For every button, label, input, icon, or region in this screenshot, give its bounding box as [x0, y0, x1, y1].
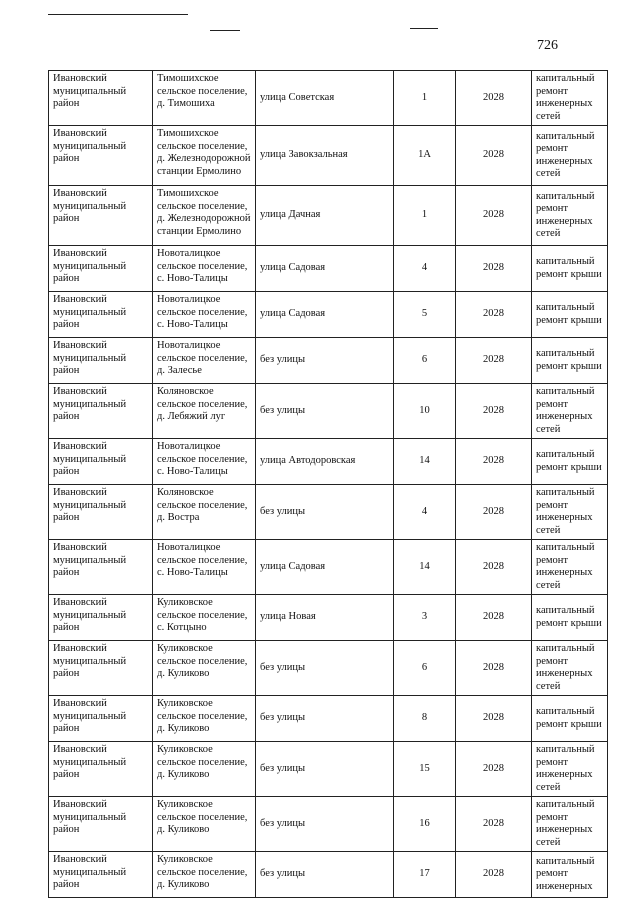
scan-mark-line [410, 28, 438, 29]
cell-house: 6 [394, 641, 456, 696]
cell-street: улица Советская [256, 71, 394, 126]
cell-district: Ивановский муниципальный район [49, 696, 153, 742]
cell-work: капитальный ремонт крыши [532, 338, 608, 384]
cell-year: 2028 [456, 71, 532, 126]
cell-district: Ивановский муниципальный район [49, 540, 153, 595]
cell-settlement: Куликовское сельское поселение, д. Куликово [153, 852, 256, 898]
cell-house: 14 [394, 540, 456, 595]
cell-house: 17 [394, 852, 456, 898]
cell-year: 2028 [456, 742, 532, 797]
cell-year: 2028 [456, 852, 532, 898]
cell-house: 6 [394, 338, 456, 384]
cell-street: без улицы [256, 485, 394, 540]
cell-street: улица Садовая [256, 540, 394, 595]
cell-street: без улицы [256, 852, 394, 898]
scan-mark-line [210, 30, 240, 31]
page-number: 726 [537, 38, 558, 53]
cell-settlement: Тимошихское сельское поселение, д. Железнодорожной станции Ермолино [153, 186, 256, 246]
cell-year: 2028 [456, 797, 532, 852]
cell-settlement: Новоталицкое сельское поселение, д. Залесье [153, 338, 256, 384]
scan-mark-line [48, 14, 188, 15]
table-row [49, 384, 608, 439]
table-row [49, 338, 608, 384]
cell-year: 2028 [456, 439, 532, 485]
cell-work: капитальный ремонт крыши [532, 292, 608, 338]
cell-year: 2028 [456, 641, 532, 696]
cell-district: Ивановский муниципальный район [49, 292, 153, 338]
cell-street: улица Новая [256, 595, 394, 641]
table-row [49, 126, 608, 186]
cell-year: 2028 [456, 595, 532, 641]
cell-work: капитальный ремонт крыши [532, 439, 608, 485]
cell-work: капитальный ремонт инженерных сетей [532, 540, 608, 595]
cell-settlement: Коляновское сельское поселение, д. Лебяжий луг [153, 384, 256, 439]
cell-work: капитальный ремонт инженерных сетей [532, 71, 608, 126]
cell-house: 14 [394, 439, 456, 485]
cell-year: 2028 [456, 540, 532, 595]
cell-settlement: Куликовское сельское поселение, д. Куликово [153, 641, 256, 696]
cell-house: 16 [394, 797, 456, 852]
cell-work: капитальный ремонт инженерных сетей [532, 485, 608, 540]
table-row [49, 439, 608, 485]
cell-settlement: Куликовское сельское поселение, с. Котцыно [153, 595, 256, 641]
cell-year: 2028 [456, 292, 532, 338]
cell-house: 4 [394, 246, 456, 292]
cell-house: 3 [394, 595, 456, 641]
cell-work: капитальный ремонт инженерных сетей [532, 126, 608, 186]
cell-district: Ивановский муниципальный район [49, 126, 153, 186]
cell-district: Ивановский муниципальный район [49, 797, 153, 852]
cell-district: Ивановский муниципальный район [49, 485, 153, 540]
cell-year: 2028 [456, 696, 532, 742]
housing-repair-table [48, 70, 608, 898]
cell-street: без улицы [256, 742, 394, 797]
cell-year: 2028 [456, 338, 532, 384]
cell-work: капитальный ремонт крыши [532, 246, 608, 292]
cell-district: Ивановский муниципальный район [49, 742, 153, 797]
table-row [49, 71, 608, 126]
cell-settlement: Куликовское сельское поселение, д. Куликово [153, 797, 256, 852]
cell-year: 2028 [456, 186, 532, 246]
cell-settlement: Куликовское сельское поселение, д. Куликово [153, 696, 256, 742]
cell-street: улица Автодоровская [256, 439, 394, 485]
cell-house: 1А [394, 126, 456, 186]
cell-street: улица Завокзальная [256, 126, 394, 186]
cell-district: Ивановский муниципальный район [49, 641, 153, 696]
table-row [49, 742, 608, 797]
cell-work: капитальный ремонт крыши [532, 696, 608, 742]
cell-street: улица Дачная [256, 186, 394, 246]
cell-district: Ивановский муниципальный район [49, 595, 153, 641]
cell-settlement: Тимошихское сельское поселение, д. Тимошиха [153, 71, 256, 126]
cell-settlement: Тимошихское сельское поселение, д. Железнодорожной станции Ермолино [153, 126, 256, 186]
cell-work: капитальный ремонт инженерных сетей [532, 641, 608, 696]
cell-house: 15 [394, 742, 456, 797]
table-row [49, 186, 608, 246]
cell-settlement: Куликовское сельское поселение, д. Куликово [153, 742, 256, 797]
cell-district: Ивановский муниципальный район [49, 186, 153, 246]
cell-street: улица Садовая [256, 292, 394, 338]
cell-district: Ивановский муниципальный район [49, 384, 153, 439]
cell-street: без улицы [256, 797, 394, 852]
table-row [49, 641, 608, 696]
cell-work: капитальный ремонт инженерных сетей [532, 742, 608, 797]
table-row [49, 797, 608, 852]
cell-year: 2028 [456, 485, 532, 540]
table-row [49, 292, 608, 338]
cell-street: улица Садовая [256, 246, 394, 292]
cell-house: 10 [394, 384, 456, 439]
table-row [49, 540, 608, 595]
cell-street: без улицы [256, 641, 394, 696]
cell-street: без улицы [256, 338, 394, 384]
table-row [49, 595, 608, 641]
cell-settlement: Новоталицкое сельское поселение, с. Ново-Талицы [153, 540, 256, 595]
cell-work: капитальный ремонт инженерных сетей [532, 797, 608, 852]
cell-district: Ивановский муниципальный район [49, 439, 153, 485]
cell-year: 2028 [456, 246, 532, 292]
cell-work: капитальный ремонт крыши [532, 595, 608, 641]
cell-work: капитальный ремонт инженерных сетей [532, 384, 608, 439]
cell-district: Ивановский муниципальный район [49, 338, 153, 384]
cell-house: 1 [394, 71, 456, 126]
cell-street: без улицы [256, 384, 394, 439]
cell-year: 2028 [456, 384, 532, 439]
table-row [49, 246, 608, 292]
table-row [49, 852, 608, 898]
cell-year: 2028 [456, 126, 532, 186]
cell-settlement: Новоталицкое сельское поселение, с. Ново-Талицы [153, 292, 256, 338]
cell-district: Ивановский муниципальный район [49, 71, 153, 126]
cell-district: Ивановский муниципальный район [49, 246, 153, 292]
cell-work: капитальный ремонт инженерных [532, 852, 608, 898]
cell-house: 5 [394, 292, 456, 338]
cell-house: 4 [394, 485, 456, 540]
cell-street: без улицы [256, 696, 394, 742]
table-row [49, 696, 608, 742]
cell-work: капитальный ремонт инженерных сетей [532, 186, 608, 246]
cell-settlement: Новоталицкое сельское поселение, с. Ново-Талицы [153, 246, 256, 292]
cell-house: 1 [394, 186, 456, 246]
cell-district: Ивановский муниципальный район [49, 852, 153, 898]
table-row [49, 485, 608, 540]
cell-settlement: Коляновское сельское поселение, д. Востра [153, 485, 256, 540]
cell-house: 8 [394, 696, 456, 742]
cell-settlement: Новоталицкое сельское поселение, с. Ново-Талицы [153, 439, 256, 485]
